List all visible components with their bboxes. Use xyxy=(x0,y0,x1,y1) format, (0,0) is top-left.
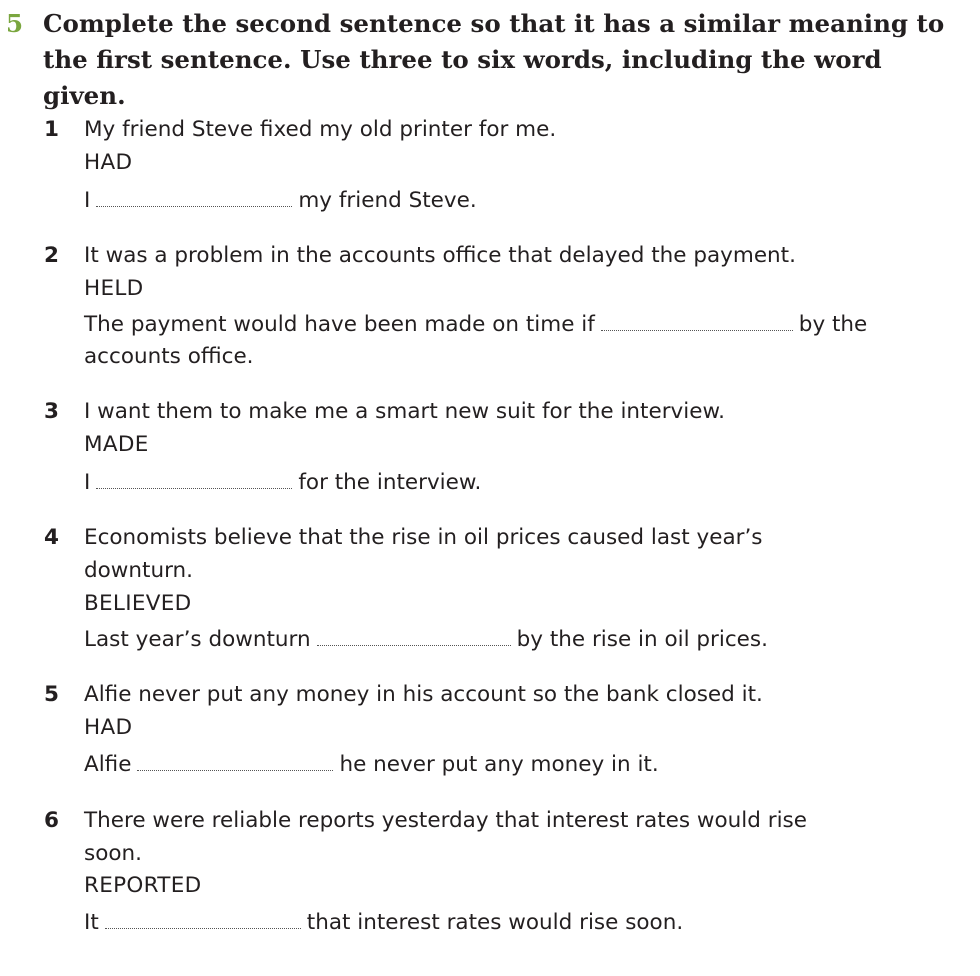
item-number: 6 xyxy=(44,808,59,833)
exercise-number: 5 xyxy=(6,9,24,38)
item-sentence: There were reliable reports yesterday that interest rates would rise xyxy=(84,808,807,833)
answer-suffix: that interest rates would rise soon. xyxy=(306,910,684,935)
item-keyword: BELIEVED xyxy=(84,591,192,616)
answer-prefix: It xyxy=(84,910,99,935)
answer-prefix: I xyxy=(84,470,91,495)
answer-suffix: by the rise in oil prices. xyxy=(516,627,768,652)
item-answer-line xyxy=(84,907,964,939)
answer-prefix: I xyxy=(84,188,91,213)
item-sentence: Economists believe that the rise in oil prices caused last year’s xyxy=(84,525,763,550)
answer-gap[interactable] xyxy=(317,625,511,646)
item-answer-continuation: accounts office. xyxy=(84,344,254,369)
answer-suffix: for the interview. xyxy=(298,470,482,495)
answer-suffix: by the xyxy=(798,312,868,337)
answer-gap[interactable] xyxy=(96,468,292,489)
item-answer-line xyxy=(84,749,964,781)
exercise-instruction: Complete the second sentence so that it has a similar meaning to the first sentence. Use three to six words, including the word given. xyxy=(43,9,945,110)
item-answer-line xyxy=(84,185,964,217)
item-keyword: HAD xyxy=(84,715,133,740)
item-sentence: I want them to make me a smart new suit for the interview. xyxy=(84,399,725,424)
item-keyword: REPORTED xyxy=(84,873,202,898)
item-sentence: My friend Steve fixed my old printer for me. xyxy=(84,117,557,142)
item-answer-line xyxy=(84,467,964,499)
answer-gap[interactable] xyxy=(105,908,301,929)
answer-prefix: Alfie xyxy=(84,752,132,777)
answer-suffix: my friend Steve. xyxy=(298,188,477,213)
answer-prefix: The payment would have been made on time if xyxy=(84,312,595,337)
answer-gap[interactable] xyxy=(601,310,793,331)
answer-gap[interactable] xyxy=(96,186,292,207)
item-number: 4 xyxy=(44,525,59,550)
item-sentence-continuation: downturn. xyxy=(84,558,193,583)
item-number: 1 xyxy=(44,117,59,142)
item-number: 2 xyxy=(44,243,59,268)
item-sentence: It was a problem in the accounts office that delayed the payment. xyxy=(84,243,796,268)
answer-gap[interactable] xyxy=(137,750,333,771)
item-number: 3 xyxy=(44,399,59,424)
item-answer-line xyxy=(84,309,964,341)
answer-suffix: he never put any money in it. xyxy=(339,752,659,777)
item-number: 5 xyxy=(44,682,59,707)
item-keyword: HAD xyxy=(84,150,133,175)
answer-prefix: Last year’s downturn xyxy=(84,627,311,652)
item-answer-line xyxy=(84,624,964,656)
item-keyword: MADE xyxy=(84,432,149,457)
item-sentence-continuation: soon. xyxy=(84,841,142,866)
item-keyword: HELD xyxy=(84,276,144,301)
item-sentence: Alfie never put any money in his account so the bank closed it. xyxy=(84,682,763,707)
